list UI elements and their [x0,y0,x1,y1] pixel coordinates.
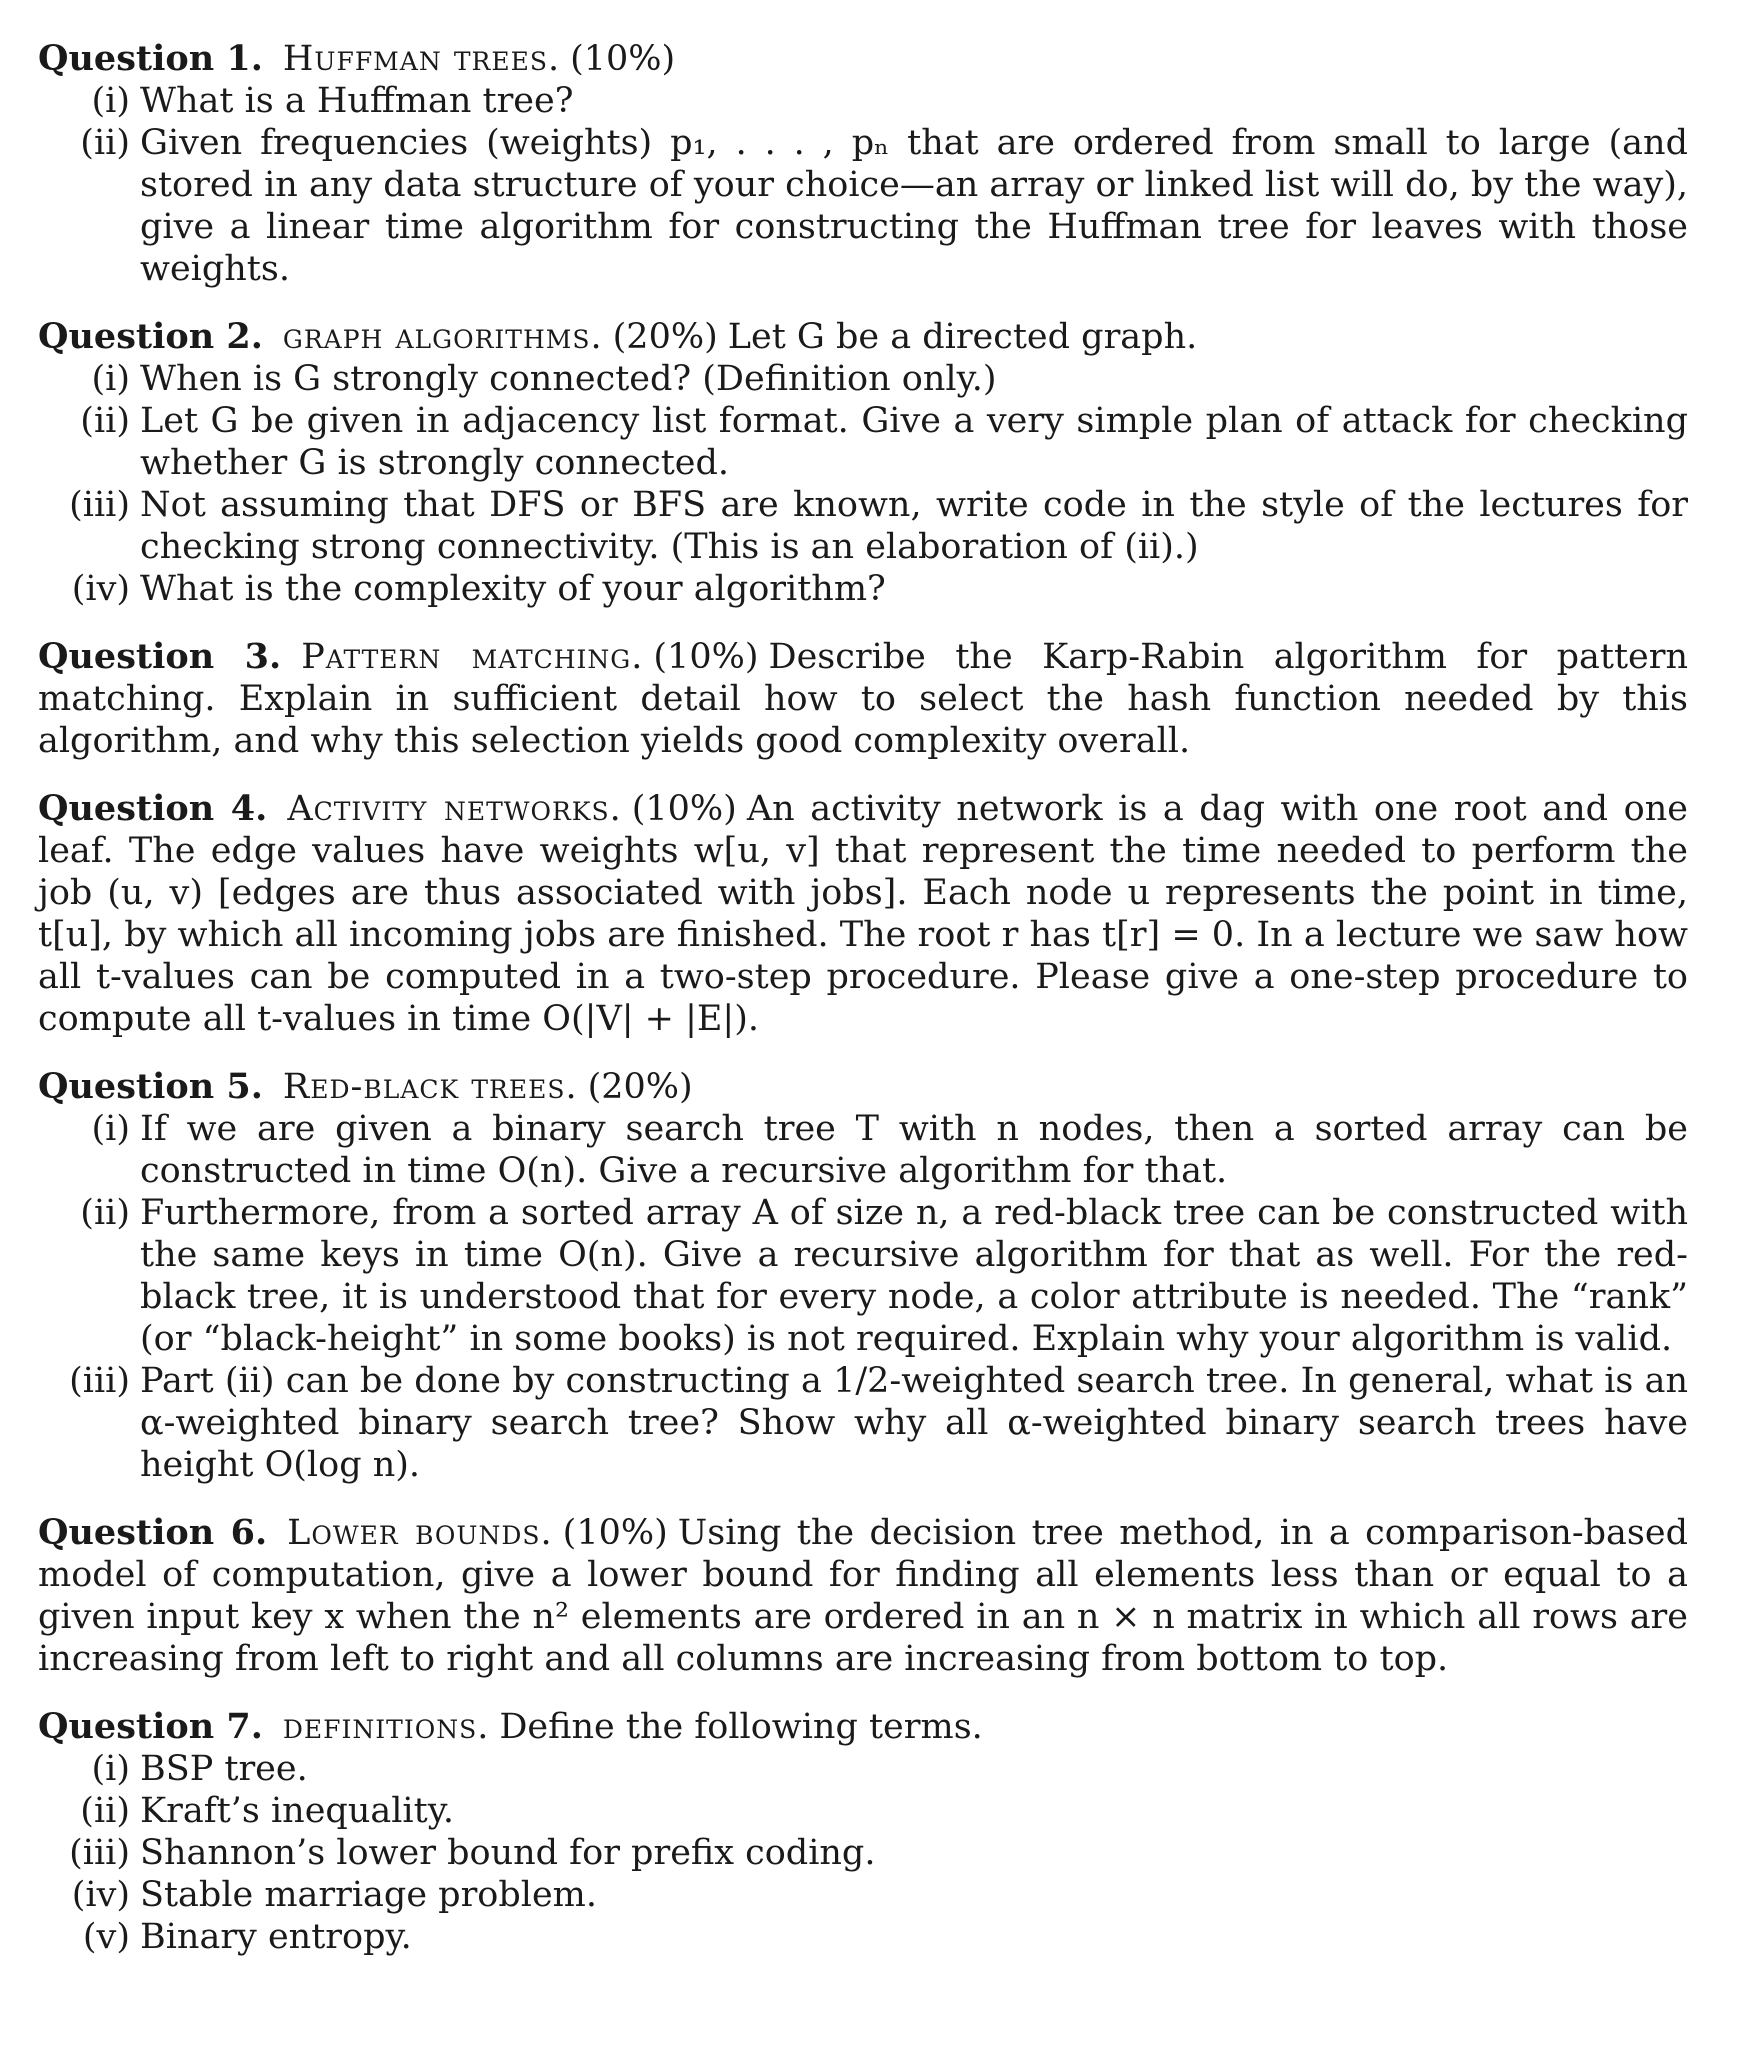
question-6 [38,1512,1688,1680]
subquestion-text: What is the complexity of your algorithm? [140,569,886,609]
subquestion-number: (i) [91,1109,130,1149]
question-weight: (10%) [570,39,676,79]
subquestion [38,1108,1688,1192]
subquestion [38,122,1688,290]
subquestion [38,484,1688,568]
question-topic: Pattern matching. [301,637,644,677]
question-intro: Let G be a directed graph. [727,317,1198,357]
question-7 [38,1706,1688,1958]
subquestion-number: (iv) [71,569,130,609]
question-body [38,636,1688,762]
subquestion-text: If we are given a binary search tree T with n nodes, then a sorted array can be constructed in time O(n). Give a recursive algorithm for that. [140,1109,1688,1191]
question-intro: Define the following terms. [499,1707,983,1747]
question-4 [38,788,1688,1040]
subquestion-number: (iv) [71,1875,130,1915]
question-weight: (10%) [562,1513,668,1553]
exam-page [38,38,1688,1984]
question-label: Question 1. [38,38,263,79]
subquestion [38,1790,1688,1832]
subquestion-number: (ii) [80,123,130,163]
question-topic: Huffman trees. [282,39,561,79]
question-header [38,1706,1688,1748]
subquestion-text: Not assuming that DFS or BFS are known, write code in the style of the lectures for checking strong connectivity. (This is an elaboration of (ii).) [140,485,1688,567]
subquestion-number: (ii) [80,401,130,441]
question-2 [38,316,1688,610]
question-header [38,1066,1688,1108]
subquestion-number: (v) [82,1917,130,1957]
subquestion-number: (i) [91,1749,130,1789]
subquestion [38,400,1688,484]
subquestion-text: Given frequencies (weights) p₁, . . . , pₙ that are ordered from small to large (and stored in any data structure of your choice—an array or linked list will do, by the way), give a linear time algorithm for constructing the Huffman tree for leaves with those weights. [140,123,1688,289]
question-5 [38,1066,1688,1486]
subquestion [38,1748,1688,1790]
subquestion [38,80,1688,122]
subquestion-number: (i) [91,81,130,121]
question-topic: graph algorithms. [282,317,603,357]
subquestion-text: BSP tree. [140,1749,308,1789]
question-intro: Describe the Karp-Rabin algorithm for pattern matching. Explain in sufficient detail how to select the hash function needed by this algorithm, and why this selection yields good complexity overall. [38,637,1688,761]
subquestion [38,1192,1688,1360]
subquestion [38,1916,1688,1958]
question-body [38,788,1688,1040]
question-label: Question 5. [38,1066,263,1107]
subquestion-text: What is a Huffman tree? [140,81,574,121]
question-label: Question 7. [38,1706,263,1747]
question-intro: Using the decision tree method, in a comparison-based model of computation, give a lower bound for finding all elements less than or equal to a given input key x when the n² elements are ordered in an n × n matrix in which all rows are increasing from left to right and all columns are increasing from bottom to top. [38,1513,1688,1679]
subquestion-text: Shannon’s lower bound for prefix coding. [140,1833,876,1873]
subquestion-text: Let G be given in adjacency list format. Give a very simple plan of attack for checking whether G is strongly connected. [140,401,1688,483]
subquestion-number: (i) [91,359,130,399]
question-weight: (20%) [587,1067,693,1107]
question-header [38,38,1688,80]
subquestion-text: Furthermore, from a sorted array A of size n, a red-black tree can be constructed with the same keys in time O(n). Give a recursive algorithm for that as well. For the red-black tree, it is understood that for every node, a color attribute is needed. The “rank” (or “black-height” in some books) is not required. Explain why your algorithm is valid. [140,1193,1688,1359]
question-label: Question 4. [38,788,268,829]
subquestion-text: Binary entropy. [140,1917,412,1957]
subquestion-text: When is G strongly connected? (Definition only.) [140,359,997,399]
question-topic: Red-black trees. [282,1067,578,1107]
subquestion-number: (ii) [80,1791,130,1831]
subquestion-number: (iii) [69,1833,130,1873]
subquestion-list [38,80,1688,290]
question-body [38,1512,1688,1680]
question-label: Question 2. [38,316,263,357]
question-topic: Lower bounds. [287,1513,553,1553]
question-weight: (10%) [653,637,759,677]
subquestion-text: Stable marriage problem. [140,1875,597,1915]
question-header [38,316,1688,358]
subquestion [38,1360,1688,1486]
subquestion-text: Kraft’s inequality. [140,1791,454,1831]
question-3 [38,636,1688,762]
question-topic: Activity networks. [287,789,622,829]
subquestion-text: Part (ii) can be done by constructing a 1/2-weighted search tree. In general, what is an α-weighted binary search tree? Show why all α-weighted binary search trees have height O(log n). [140,1361,1688,1485]
subquestion [38,1874,1688,1916]
subquestion [38,358,1688,400]
subquestion-number: (iii) [69,1361,130,1401]
question-weight: (20%) [612,317,718,357]
subquestion-number: (iii) [69,485,130,525]
subquestion-list [38,358,1688,610]
subquestion-number: (ii) [80,1193,130,1233]
subquestion [38,1832,1688,1874]
question-topic: definitions. [282,1707,490,1747]
question-1 [38,38,1688,290]
question-label: Question 6. [38,1512,268,1553]
question-label: Question 3. [38,636,282,677]
subquestion-list [38,1748,1688,1958]
question-weight: (10%) [631,789,737,829]
subquestion-list [38,1108,1688,1486]
subquestion [38,568,1688,610]
question-intro: An activity network is a dag with one root and one leaf. The edge values have weights w[u, v] that represent the time needed to perform the job (u, v) [edges are thus associated with jobs]. Each node u represents the point in time, t[u], by which all incoming jobs are finished. The root r has t[r] = 0. In a lecture we saw how all t-values can be computed in a two-step procedure. Please give a one-step procedure to compute all t-values in time O(|V| + |E|). [38,789,1688,1039]
